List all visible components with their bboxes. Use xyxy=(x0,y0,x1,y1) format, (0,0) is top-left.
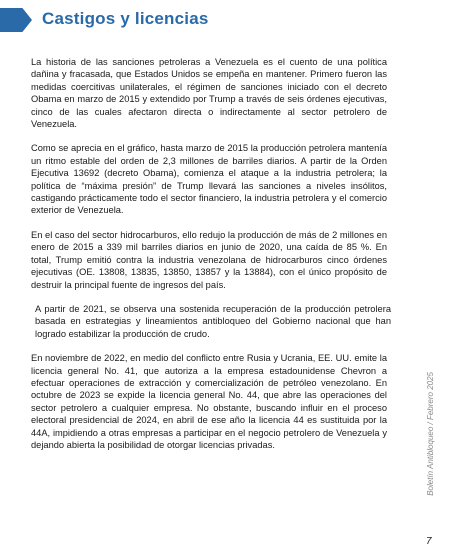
page-title: Castigos y licencias xyxy=(42,9,209,28)
paragraph-5: En noviembre de 2022, en medio del conflicto entre Rusia y Ucrania, EE. UU. emite la licencia general No. 41, que autoriza a la empresa estadounidense Chevron a efectuar operaciones de extracción y comercialización de petróleo venezolano. En octubre de 2023 se expide la licencia general No. 44, que abre las operaciones del sector petrolero a cualquier empresa. No obstante, buscando influir en el proceso electoral presidencial de 2024, en abril de ese año la licencia 44 es sustituida por la 44A, impidiendo a otras empresas a participar en el negocio petrolero de Venezuela y dejando abierta la posibilidad de otorgar licencias privadas. xyxy=(31,353,387,450)
paragraph-3: En el caso del sector hidrocarburos, ello redujo la producción de más de 2 millones en enero de 2015 a 339 mil barriles diarios en junio de 2020, una caída de 85 %. En total, Trump emitió contra la industria venezolana de hidrocarburos cinco órdenes ejecutivas (OE. 13808, 13835, 13850, 13857 y la 13884), con el único propósito de destruir la principal fuente de ingresos del país. xyxy=(31,229,387,290)
paragraph-2: Como se aprecia en el gráfico, hasta marzo de 2015 la producción petrolera mantenía un ritmo estable del orden de 2,3 millones de barriles diarios. A partir de la Orden Ejecutiva 13692 (decreto Obama), comienza el ataque a la industria petrolera; la política de “máxima presión” de Trump llevará las sanciones a niveles insólitos, castigando prácticamente todo el sector financiero, la industria petrolera y el comercio exterior de Venezuela. xyxy=(31,143,387,216)
publication-sidebar xyxy=(412,372,435,522)
header-arrow-icon xyxy=(0,8,32,32)
page-header xyxy=(0,4,451,34)
paragraph-1: La historia de las sanciones petroleras a Venezuela es el cuento de una política dañina y fracasada, que Estados Unidos se empeña en mantener. Primero fueron las medidas coercitivas unilaterales, el régimen de sanciones iniciado con el decreto Obama en marzo de 2015 y extendido por Trump a través de seis órdenes ejecutivas, cinco de las cuales afectaron directa o indirectamente al sector petrolero de Venezuela. xyxy=(31,57,387,130)
paragraph-4: A partir de 2021, se observa una sostenida recuperación de la producción petrolera basada en estrategias y lineamientos antibloqueo del Gobierno nacional que han logrado estabilizar la producción de crudo. xyxy=(35,303,391,339)
page-number: 7 xyxy=(426,536,432,547)
article-body xyxy=(31,56,391,463)
publication-label: Boletín Antibloqueo / Febrero 2025 xyxy=(426,372,435,496)
